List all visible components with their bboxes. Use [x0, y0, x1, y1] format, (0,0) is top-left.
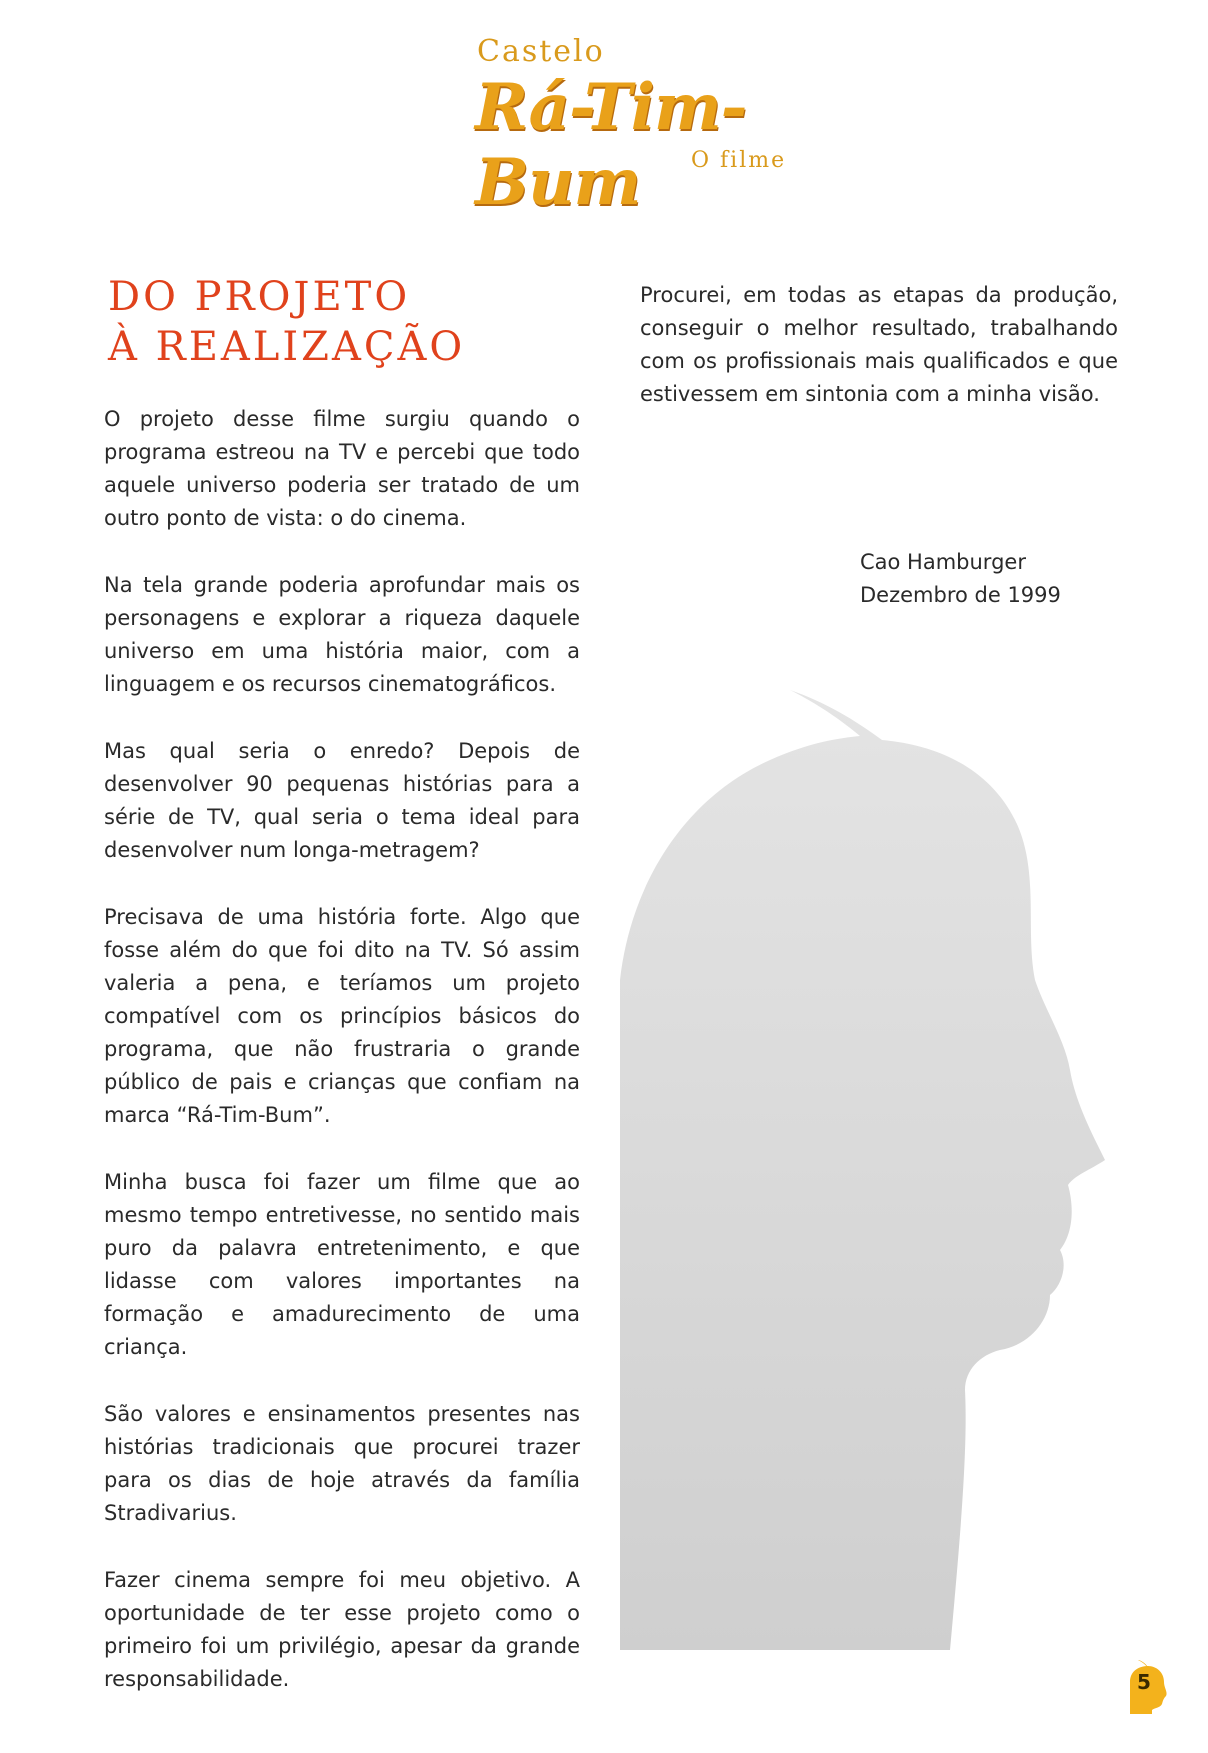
child-silhouette-image	[620, 690, 1180, 1650]
signature-date: Dezembro de 1999	[860, 583, 1061, 607]
page-number-badge	[1126, 1660, 1170, 1716]
paragraph-4: Precisava de uma história forte. Algo que fosse além do que foi dito na TV. Só assim valeria a pena, e teríamos um projeto compatível com os princípios básicos do programa, que não frustraria o grande público de pais e crianças que confiam na marca “Rá-Tim-Bum”.	[104, 905, 580, 1127]
left-column	[104, 403, 580, 1730]
right-paragraph: Procurei, em todas as etapas da produção, conseguir o melhor resultado, trabalhando com os profissionais mais qualificados e que estivessem em sintonia com a minha visão.	[640, 283, 1118, 406]
right-column	[640, 279, 1118, 411]
page-title	[108, 272, 588, 372]
title-line-1: DO PROJETO	[108, 274, 411, 320]
logo-main-text: Rá-Tim-Bum	[475, 70, 747, 220]
logo-filme-text: O filme	[691, 148, 787, 173]
signature	[860, 546, 1061, 612]
paragraph-7: Fazer cinema sempre foi meu objetivo. A oportunidade de ter esse projeto como o primeiro foi um privilégio, apesar da grande responsabilidade.	[104, 1568, 580, 1691]
page-number: 5	[1137, 1670, 1151, 1694]
paragraph-2: Na tela grande poderia aprofundar mais os personagens e explorar a riqueza daquele universo em uma história maior, com a linguagem e os recursos cinematográficos.	[104, 573, 580, 696]
paragraph-5: Minha busca foi fazer um filme que ao mesmo tempo entretivesse, no sentido mais puro da palavra entretenimento, e que lidasse com valores importantes na formação e amadurecimento de uma criança.	[104, 1170, 580, 1359]
paragraph-3: Mas qual seria o enredo? Depois de desenvolver 90 pequenas histórias para a série de TV, qual seria o tema ideal para desenvolver num longa-metragem?	[104, 739, 580, 862]
title-line-2: À REALIZAÇÃO	[108, 324, 466, 370]
signature-name: Cao Hamburger	[860, 550, 1026, 574]
paragraph-6: São valores e ensinamentos presentes nas histórias tradicionais que procurei trazer para os dias de hoje através da família Stradivarius.	[104, 1402, 580, 1525]
paragraph-1: O projeto desse filme surgiu quando o programa estreou na TV e percebi que todo aquele universo poderia ser tratado de um outro ponto de vista: o do cinema.	[104, 407, 580, 530]
film-logo	[455, 30, 815, 220]
logo-castelo-text: Castelo	[477, 34, 605, 69]
